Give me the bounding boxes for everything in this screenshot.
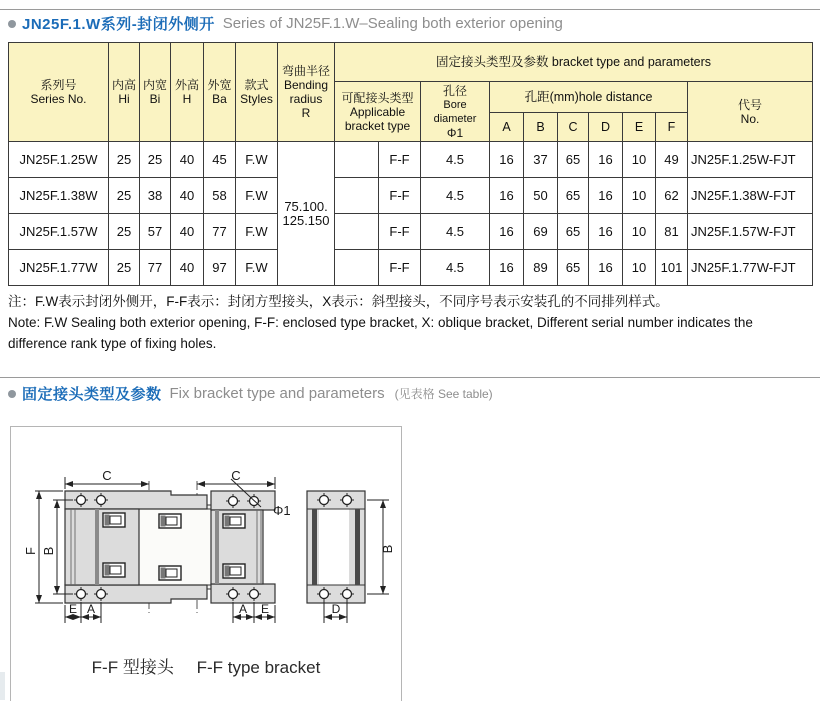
- dim-label-phi: Φ1: [273, 503, 291, 518]
- cell-code: JN25F.1.25W-FJT: [688, 142, 813, 178]
- cell-c: 65: [558, 250, 589, 286]
- section-divider: [0, 377, 820, 378]
- end-view: [307, 491, 365, 603]
- col-header-code: [688, 82, 813, 142]
- col-header-d: D: [589, 113, 623, 142]
- cell-style: F.W: [236, 214, 278, 250]
- bullet-icon: [8, 390, 16, 398]
- note-en: Note: F.W Sealing both exterior opening, F-F: enclosed type bracket, X: oblique bracket, Different serial number indicates the difference rank type of fixing holes.: [8, 315, 753, 351]
- cell-bi: 77: [140, 250, 171, 286]
- cell-d: 16: [589, 250, 623, 286]
- cell-code: JN25F.1.57W-FJT: [688, 214, 813, 250]
- col-header-c: C: [558, 113, 589, 142]
- table-row: [9, 142, 813, 178]
- corner-fragment: [0, 672, 5, 700]
- cell-bracket: F-F: [379, 214, 421, 250]
- cell-f: 81: [656, 214, 688, 250]
- col-header-bi: [140, 43, 171, 142]
- cell-h: 40: [171, 178, 204, 214]
- caption-zh: F-F 型接头: [91, 658, 174, 677]
- col-header-applicable: [335, 82, 421, 142]
- header-bore-sym: Φ1: [446, 125, 464, 140]
- header-code-en: No.: [740, 111, 760, 126]
- header-applicable-en2: bracket type: [344, 118, 411, 133]
- cell-series: JN25F.1.57W: [9, 214, 109, 250]
- cell-hi: 25: [109, 142, 140, 178]
- spec-table: [8, 42, 813, 286]
- header-applicable-zh: 可配接头类型: [341, 90, 414, 105]
- cell-code: JN25F.1.38W-FJT: [688, 178, 813, 214]
- header-bi-zh: 内宽: [142, 78, 167, 92]
- cell-a: 16: [490, 250, 524, 286]
- dim-label-f: F: [23, 547, 38, 555]
- cell-d: 16: [589, 142, 623, 178]
- col-header-radius: [278, 43, 335, 142]
- cell-c: 65: [558, 178, 589, 214]
- header-code-zh: 代号: [737, 97, 762, 112]
- section1-title-zh: JN25F.1.W系列-封闭外侧开: [22, 16, 215, 33]
- cell-bore: 4.5: [421, 178, 490, 214]
- header-styles-en: Styles: [240, 92, 273, 106]
- col-header-ba: [204, 43, 236, 142]
- cell-bracket: F-F: [379, 250, 421, 286]
- section2-see-table: (见表格 See table): [394, 387, 493, 401]
- header-hi-zh: 内高: [111, 78, 136, 92]
- cell-empty: [335, 178, 379, 214]
- dim-label-c-left: C: [102, 468, 112, 483]
- cell-h: 40: [171, 214, 204, 250]
- cell-b: 89: [524, 250, 558, 286]
- cell-e: 10: [623, 178, 656, 214]
- section2-header: [8, 383, 493, 404]
- cell-h: 40: [171, 250, 204, 286]
- cell-f: 101: [656, 250, 688, 286]
- header-radius-zh: 弯曲半径: [281, 64, 330, 78]
- middle-link-plate: [139, 501, 211, 593]
- cell-empty: [335, 142, 379, 178]
- dim-label-a-left: A: [86, 602, 96, 616]
- cell-bi: 38: [140, 178, 171, 214]
- cell-e: 10: [623, 250, 656, 286]
- table-row: [9, 178, 813, 214]
- cell-c: 65: [558, 214, 589, 250]
- cell-bore: 4.5: [421, 250, 490, 286]
- header-radius-en2: radius: [289, 92, 323, 106]
- header-h-zh: 外高: [174, 78, 199, 92]
- cell-ba: 45: [204, 142, 236, 178]
- dim-label-e-right: E: [260, 602, 270, 616]
- table-notes: [8, 291, 814, 354]
- cell-a: 16: [490, 142, 524, 178]
- col-header-hi: [109, 43, 140, 142]
- header-bi-en: Bi: [149, 92, 161, 106]
- cell-h: 40: [171, 142, 204, 178]
- cell-radius-merged: [278, 142, 335, 286]
- cell-b: 50: [524, 178, 558, 214]
- cell-code: JN25F.1.77W-FJT: [688, 250, 813, 286]
- cell-c: 65: [558, 142, 589, 178]
- cell-bi: 25: [140, 142, 171, 178]
- col-header-a: A: [490, 113, 524, 142]
- dim-label-c-right: C: [231, 468, 241, 483]
- radius-line1: 75.100.: [284, 198, 328, 214]
- header-applicable-en1: Applicable: [349, 104, 406, 119]
- caption-en: F-F type bracket: [196, 658, 321, 677]
- right-bracket-side-view: [211, 491, 275, 603]
- cell-ba: 58: [204, 178, 236, 214]
- header-ba-zh: 外宽: [207, 78, 232, 92]
- cell-hi: 25: [109, 178, 140, 214]
- section1-header: [8, 13, 563, 34]
- cell-a: 16: [490, 178, 524, 214]
- cell-f: 62: [656, 178, 688, 214]
- col-header-b: B: [524, 113, 558, 142]
- drawing-caption: [11, 653, 401, 678]
- cell-e: 10: [623, 214, 656, 250]
- cell-b: 69: [524, 214, 558, 250]
- radius-line2: 125.150: [282, 212, 330, 228]
- note-zh: 注：F.W表示封闭外侧开，F-F表示：封闭方型接头，X表示：斜型接头，不同序号表示安装孔的不同排列样式。: [8, 294, 669, 309]
- group-header-bracket-params: 固定接头类型及参数 bracket type and parameters: [335, 43, 813, 82]
- cell-hi: 25: [109, 214, 140, 250]
- header-styles-zh: 款式: [244, 78, 269, 92]
- header-bore-en: Bore diameter: [433, 98, 477, 125]
- col-header-e: E: [623, 113, 656, 142]
- cell-style: F.W: [236, 250, 278, 286]
- cell-f: 49: [656, 142, 688, 178]
- section2-title-en: Fix bracket type and parameters: [169, 385, 385, 402]
- header-radius-en3: R: [301, 106, 311, 120]
- cell-d: 16: [589, 214, 623, 250]
- header-series-zh: 系列号: [40, 78, 77, 92]
- col-header-series: [9, 43, 109, 142]
- header-hi-en: Hi: [118, 92, 130, 106]
- section2-title-zh: 固定接头类型及参数: [22, 386, 162, 403]
- cell-bore: 4.5: [421, 214, 490, 250]
- cell-hi: 25: [109, 250, 140, 286]
- top-rule: [0, 9, 820, 10]
- cell-empty: [335, 214, 379, 250]
- col-header-f: F: [656, 113, 688, 142]
- cell-d: 16: [589, 178, 623, 214]
- cell-bracket: F-F: [379, 142, 421, 178]
- cell-empty: [335, 250, 379, 286]
- cell-e: 10: [623, 142, 656, 178]
- cell-bore: 4.5: [421, 142, 490, 178]
- dim-label-b-right: B: [380, 544, 395, 554]
- section1-title-en: Series of JN25F.1.W–Sealing both exterior opening: [222, 15, 563, 32]
- table-row: [9, 250, 813, 286]
- cell-series: JN25F.1.25W: [9, 142, 109, 178]
- cell-a: 16: [490, 214, 524, 250]
- cell-b: 37: [524, 142, 558, 178]
- cell-style: F.W: [236, 178, 278, 214]
- header-ba-en: Ba: [212, 92, 227, 106]
- col-header-bore: [421, 82, 490, 142]
- col-header-styles: [236, 43, 278, 142]
- bracket-drawing-panel: [10, 426, 402, 701]
- cell-ba: 77: [204, 214, 236, 250]
- dim-label-d: D: [331, 602, 341, 616]
- col-header-h: [171, 43, 204, 142]
- col-header-hole-distance: 孔距(mm)hole distance: [490, 82, 688, 113]
- cell-style: F.W: [236, 142, 278, 178]
- header-radius-en1: Bending: [283, 78, 329, 92]
- dim-label-a-right: A: [238, 602, 248, 616]
- header-h-en: H: [182, 92, 192, 106]
- dim-label-b-left: B: [41, 546, 56, 556]
- header-bore-zh: 孔径: [442, 83, 467, 98]
- header-series-en: Series No.: [30, 92, 87, 106]
- bullet-icon: [8, 20, 16, 28]
- cell-series: JN25F.1.77W: [9, 250, 109, 286]
- cell-bi: 57: [140, 214, 171, 250]
- cell-bracket: F-F: [379, 178, 421, 214]
- table-row: [9, 214, 813, 250]
- cell-series: JN25F.1.38W: [9, 178, 109, 214]
- dim-label-e-left: E: [68, 602, 78, 616]
- cell-ba: 97: [204, 250, 236, 286]
